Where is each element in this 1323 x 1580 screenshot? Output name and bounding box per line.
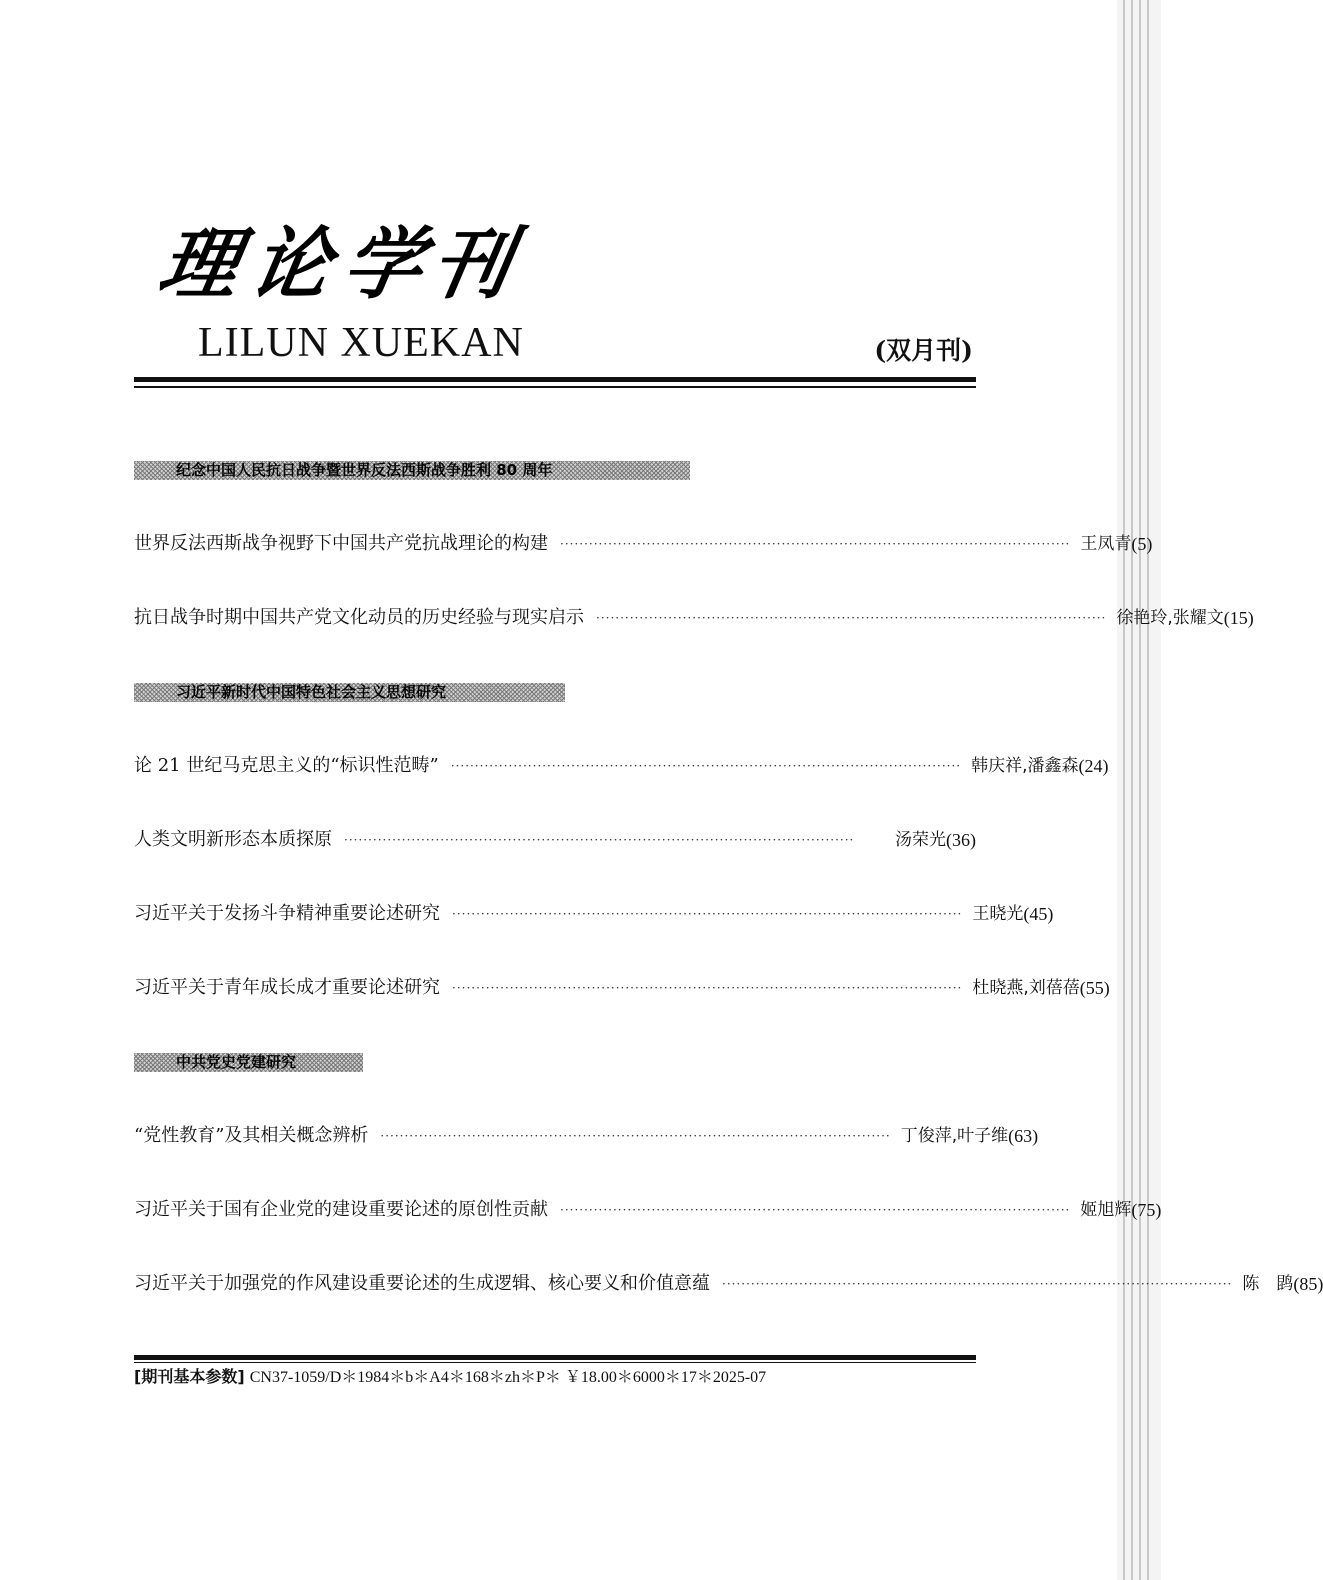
section-heading-text: 中共党史党建研究 <box>176 1053 297 1071</box>
article-page: (63) <box>1008 1126 1039 1146</box>
article-page: (5) <box>1131 534 1153 554</box>
article-title: 习近平关于加强党的作风建设重要论述的生成逻辑、核心要义和价值意蕴 <box>134 1273 710 1294</box>
toc-entry[interactable] <box>134 751 1109 781</box>
parameters-label: [期刊基本参数] <box>134 1367 245 1386</box>
article-page: (24) <box>1078 756 1109 776</box>
header-rule-thin <box>134 386 976 388</box>
logo-char: 理 <box>152 219 247 310</box>
journal-logo <box>152 215 520 315</box>
parameters-value: CN37-1059/D＊1984＊b＊A4＊168＊zh＊P＊ ￥18.00＊6000＊17＊2025-07 <box>249 1369 767 1386</box>
article-author: 杜晓燕,刘蓓蓓 <box>972 978 1080 998</box>
publication-frequency: (双月刊) <box>874 336 973 365</box>
article-page: (15) <box>1223 608 1254 628</box>
article-page: (75) <box>1131 1200 1162 1220</box>
article-title: 习近平关于发扬斗争精神重要论述研究 <box>134 903 440 924</box>
section-heading <box>134 1053 363 1072</box>
article-author: 陈 鹍 <box>1242 1274 1294 1294</box>
dot-leader: ·········································································································· <box>722 1277 1233 1291</box>
header-rule-thick <box>134 377 976 382</box>
toc-entry[interactable] <box>134 603 1254 633</box>
article-author: 徐艳玲,张耀文 <box>1116 608 1224 628</box>
article-author: 姬旭辉 <box>1080 1200 1132 1220</box>
article-page: (55) <box>1079 978 1110 998</box>
section-heading-text: 纪念中国人民抗日战争暨世界反法西斯战争胜利 80 周年 <box>176 461 553 479</box>
logo-char: 刊 <box>424 219 519 310</box>
journal-title-pinyin: LILUN XUEKAN <box>198 320 524 366</box>
logo-char: 学 <box>336 219 431 310</box>
toc-entry[interactable] <box>134 1121 1039 1151</box>
dot-leader: ·········································································································· <box>452 907 963 921</box>
article-title: 习近平关于青年成长成才重要论述研究 <box>134 977 440 998</box>
article-title: “党性教育”及其相关概念辨析 <box>134 1125 369 1146</box>
article-page: (85) <box>1293 1274 1323 1294</box>
section-heading <box>134 461 690 480</box>
article-author: 王凤青 <box>1080 534 1132 554</box>
article-page: (36) <box>946 830 976 850</box>
page-edge <box>1117 0 1161 1580</box>
article-title: 人类文明新形态本质探原 <box>134 829 332 850</box>
toc-entry[interactable] <box>134 1195 1162 1225</box>
journal-parameters <box>134 1364 766 1391</box>
article-author: 汤荣光 <box>895 830 946 850</box>
dot-leader: ·········································································································· <box>596 611 1107 625</box>
dot-leader: ·········································································································· <box>380 1129 891 1143</box>
logo-char: 论 <box>244 219 339 310</box>
section-heading-text: 习近平新时代中国特色社会主义思想研究 <box>176 683 447 701</box>
dot-leader: ·········································································································· <box>450 759 962 773</box>
article-author: 韩庆祥,潘鑫森 <box>971 756 1079 776</box>
toc-entry[interactable] <box>134 1269 1323 1299</box>
article-title: 抗日战争时期中国共产党文化动员的历史经验与现实启示 <box>134 607 584 628</box>
toc-entry[interactable] <box>134 973 1110 1003</box>
toc-entry[interactable] <box>134 899 1054 929</box>
article-title: 习近平关于国有企业党的建设重要论述的原创性贡献 <box>134 1199 548 1220</box>
section-heading <box>134 683 565 702</box>
dot-leader: ·········································································································· <box>560 1203 1071 1217</box>
dot-leader: ·········································································································· <box>344 833 855 847</box>
dot-leader: ·········································································································· <box>560 537 1071 551</box>
article-title: 世界反法西斯战争视野下中国共产党抗战理论的构建 <box>134 533 548 554</box>
footer-rule-thick <box>134 1355 976 1360</box>
article-author: 王晓光 <box>972 904 1024 924</box>
article-author: 丁俊萍,叶子维 <box>900 1126 1009 1146</box>
toc-entry[interactable] <box>134 825 976 855</box>
article-page: (45) <box>1023 904 1054 924</box>
footer-rule-thin <box>134 1362 976 1363</box>
dot-leader: ·········································································································· <box>452 981 963 995</box>
article-title: 论 21 世纪马克思主义的“标识性范畴” <box>134 755 439 776</box>
toc-entry[interactable] <box>134 529 1153 559</box>
